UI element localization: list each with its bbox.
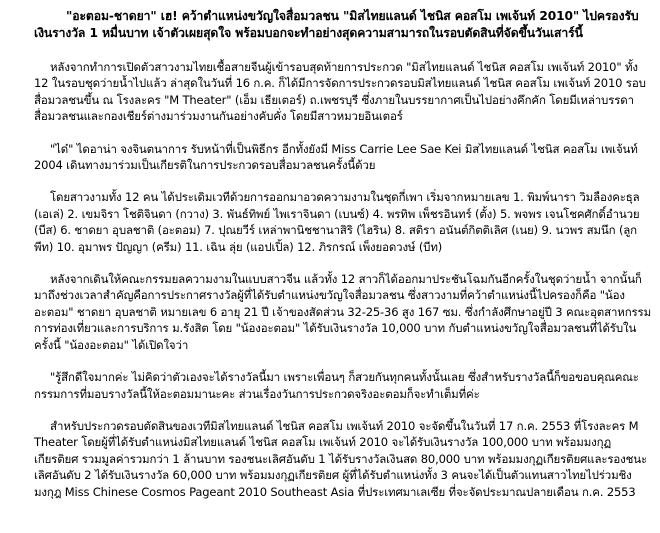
paragraph-final-round: สำหรับประกวดรอบตัดสินของเวทีมิสไทยแลนด์ ไชนิส คอสโม เพเจ้นท์ 2010 จะจัดขึ้นในวันที่ 17 ก.ค. 2553 ที่โรงละคร M Theater โดยผู้ที่ได้รับตำแหน่งมิสไทยแลนด์ ไชนิส คอสโม เพเจ้นท์ 2010 จะได้รับเงินรางวัล 100,000 บาท พร้อมมงกุฏเกียรติยศ รวมมูลค่ารวมกว่า 1 ล้านบาท รองชนะเลิศอันดับ 1 ได้รับรางวัลเงินสด 80,000 บาท พร้อมมงกุฏเกียรติยศและรองชนะเลิศอันดับ 2 ได้รับเงินรางวัล 60,000 บาท พร้อมมงกุฏเกียรติยศ ผู้ที่ได้รับตำแหน่งทั้ง 3 คนจะได้เป็นตัวแทนสาวไทยไปร่วมชิงมงกุฎ Miss Chinese Cosmos Pageant 2010 Southeast Asia ที่ประเทศมาเลเซีย ที่จะจัดประมาณปลายเดือน ก.ค. 2553 — [34, 418, 648, 499]
paragraph-contestants: โดยสาวงามทั้ง 12 คน ได้ประเดิมเวทีด้วยการออกมาอวดความงามในชุดกี่เพา เริ่มจากหมายเลข 1. พิมพ์นารา วิมลืองคะธุล (เอเล่) 2. เขมจิรา โชติจินดา (กวาง) 3. พันธ์ทิพย์ ไพเราจินดา (เบนซ์) 4. พรทิพ เพ็ชรอินทร์ (ตั้ง) 5. พจพร เจนโชคศักดิ์อำนวย (บีส) 6. ชาดยา อุบลชาติ (อะตอม) 7. ปุณยวีร์ เหล่าพานิชชานาสิริ (ไฮริน) 8. สติรา อนันต์กิตติเลิศ (เนย) 9. นวพร สมนึก (ลูกพีท) 10. อุมาพร ปัญญา (ครีม) 11. เฉิน ลุ่ย (แอปเปิ้ล) 12. ภิรกรณ์ เพ็งยอดวงษ์ (บีท) — [34, 190, 640, 254]
paragraph-award: หลังจากเดินให้คณะกรรมยลความงามในแบบสาวจีน แล้วทั้ง 12 สาวก็ได้ออกมาประชันโฉมกันอีกครั้งในชุดว่ายน้ำ จากนั้นก็มาถึงช่วงเวลาสำคัญคือการประกาศรางวัลผู้ที่ได้รับตำแหน่งขวัญใจสื่อมวลชน ซึ่งสาวงามที่คว้าตำแหน่งนี้ไปครองก็คือ "น้องอะตอม" ชาดยา อุบลชาติ หมายเลข 6 อายุ 21 ปี เจ้าของสัดส่วน 32-25-36 สูง 167 ซม. ซึ่งกำลังศึกษาอยู่ปี 3 คณะอุตสาหกรรมการท่องเที่ยวและการบริการ ม.รังสิต โดย "น้องอะตอม" ได้รับเงินรางวัล 10,000 บาท กับตำแหน่งขวัญใจสื่อมวลชนที่ได้รับในครั้งนี้ "น้องอะตอม" ได้เปิดใจว่า — [34, 272, 652, 352]
article-headline: "อะตอม-ชาดยา" เฮ! คว้าตำแหน่งขวัญใจสื่อมวลชน "มิสไทยแลนด์ ไชนิส คอสโม เพเจ้นท์ 2010" ไปครองรับเงินรางวัล 1 หมื่นบาท เจ้าตัวเผยสุดใจ พร้อมบอกจะทำอย่างสุดความสามารถในรอบตัดสินที่จัดขึ้นวันเสาร์นี้ — [34, 9, 639, 40]
paragraph-quote: "รู้สึกดีใจมากค่ะ ไม่คิดว่าตัวเองจะได้รางวัลนี้มา เพราะเพื่อนๆ ก็สวยกันทุกคนทั้งนั้นเลย ซึ่งสำหรับรางวัลนี้ก็ขอขอบคุณคณะกรรมการที่มอบรางวัลนี้ให้อะตอมมานะคะ ส่วนเรื่องวันการประกวดจริงอะตอมก็จะทำเต็มที่ค่ะ — [34, 370, 639, 401]
paragraph-host: "ได๋" ไดอาน่า จงจินตนาการ รับหน้าที่เป็นพิธีกร อีกทั้งยังมี Miss Carrie Lee Sae Kei มิสไทยแลนด์ ไชนิส คอสโม เพเจ้นท์ 2004 เดินทางมาร่วมเป็นเกียรติในการประกวดรอบสื่อมวลชนครั้งนี้ด้วย — [34, 141, 638, 173]
paragraph-opening: หลังจากทำการเปิดตัวสาวงามไทยเชื้อสายจีนผู้เข้ารอบสุดท้ายการประกวด "มิสไทยแลนด์ ไชนิส คอสโม เพเจ้นท์ 2010" ทั้ง 12 ในรอบชุดว่ายน้ำไปแล้ว ล่าสุดในวันที่ 16 ก.ค. ก็ได้มีการจัดการประกวดรอบมิสไทยแลนด์ ไชนิส คอสโม เพเจ้นท์ 2010 รอบสื่อมวลชนขึ้น ณ โรงละคร "M Theater" (เอ็ม เธียเตอร์) ถ.เพชรบุรี ซึ่งภายในบรรยากาศเป็นไปอย่างคึกคัก โดยมีเหล่าบรรดาสื่อมวลชนและกองเชียร์ต่างมาร่วมงานกันอย่างคับคั่ง โดยมีสาวหมวยอินเตอร์ — [34, 60, 646, 124]
